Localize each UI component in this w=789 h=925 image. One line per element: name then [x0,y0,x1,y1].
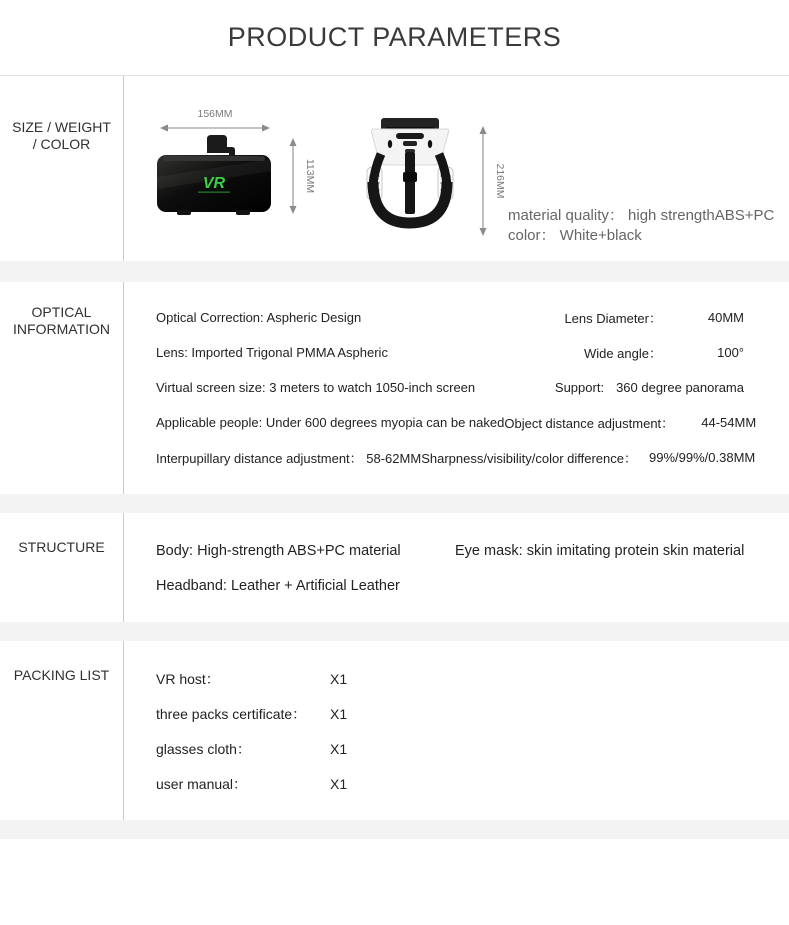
dimension-total-label: 216MM [494,163,506,199]
optical-right-value: 100° [717,345,744,360]
center-grille [403,141,417,146]
optical-right-label: Sharpness/visibility/color difference： [421,451,637,466]
optical-right-label: Wide angle： [583,346,662,361]
packing-item-qty: X1 [330,705,348,722]
section-separator-3 [0,622,789,641]
size-label-line2: / COLOR [32,136,91,152]
optical-row [156,370,744,405]
optical-right-value: 44-54MM [701,415,757,430]
right-foot [236,210,250,215]
section-label-structure: STRUCTURE [18,539,105,555]
left-foot [177,210,191,215]
section-label-optical-information [0,304,123,338]
packing-item-qty: X1 [330,775,348,792]
optical-left-text: Applicable people: Under 600 degrees myopia can be naked [156,415,505,430]
headset-front-illustration [150,105,330,225]
packing-item-qty: X1 [330,670,348,687]
color-spec-text: color： White+black [508,227,642,244]
optical-right-value: 40MM [707,310,744,325]
center-strap [405,152,415,214]
section-separator-4 [0,820,789,839]
vr-logo-subline [198,192,230,193]
optical-right-value: 99%/99%/0.38MM [649,450,756,465]
left-vent [388,140,392,148]
headset-top-edge [163,156,265,161]
arrow-left-head [160,125,168,132]
optical-right-label: Lens Diameter： [564,311,662,326]
material-info [508,206,774,246]
optical-row [156,440,756,475]
structure-row [156,543,756,559]
optical-right-label: Object distance adjustment： [504,416,675,431]
packing-item [156,696,347,731]
optical-row [156,335,744,370]
structure-eye-mask-text: Eye mask: skin imitating protein skin material [455,543,745,559]
arrow-bottom-head [290,206,297,214]
packing-item-name: three packs certificate： [156,705,307,722]
packing-item [156,661,347,696]
optical-left-text: Optical Correction: Aspheric Design [156,310,362,325]
material-quality-text: material quality： high strengthABS+PC [508,207,775,224]
optical-left-text: Interpupillary distance adjustment： 58-62MM [156,451,422,466]
top-slot [396,133,424,139]
section-separator-1 [0,261,789,282]
optical-row [156,405,757,440]
title-divider [0,75,789,76]
column-divider [123,76,124,839]
optical-row [156,300,744,335]
structure-headband-text: Headband: Leather + Artificial Leather [156,578,400,594]
strap-buckle [403,172,417,182]
packing-item-name: user manual： [156,775,248,792]
optical-right-value: 360 degree panorama [616,380,744,395]
optical-left-text: Virtual screen size: 3 meters to watch 1050-inch screen [156,380,476,395]
arrow-top-head [480,126,487,134]
section-separator-2 [0,494,789,513]
dimension-height-label: 113MM [304,158,316,194]
vr-logo: VR [202,175,226,192]
right-vent [428,140,432,148]
packing-list [156,661,347,801]
structure-body-text: Body: High-strength ABS+PC material [156,543,401,559]
optical-label-line2: INFORMATION [13,321,110,337]
packing-item [156,766,347,801]
section-label-size-weight-color [0,119,123,153]
packing-item-qty: X1 [330,740,348,757]
optical-spec-table [156,300,757,475]
optical-label-line1: OPTICAL [31,304,92,320]
optical-left-text: Lens: Imported Trigonal PMMA Aspheric [156,345,388,360]
section-label-packing-list: PACKING LIST [13,667,110,683]
packing-item-name: VR host： [156,670,220,687]
optical-right-label: Support: [554,380,605,395]
packing-item [156,731,347,766]
arrow-right-head [262,125,270,132]
packing-item-name: glasses cloth： [156,740,251,757]
arrow-top-head [290,138,297,146]
headset-top-illustration [360,110,510,260]
arrow-bottom-head [480,228,487,236]
size-label-line1: SIZE / WEIGHT [12,119,111,135]
page-title: PRODUCT PARAMETERS [227,22,562,52]
dimension-width-label: 156MM [197,108,233,120]
